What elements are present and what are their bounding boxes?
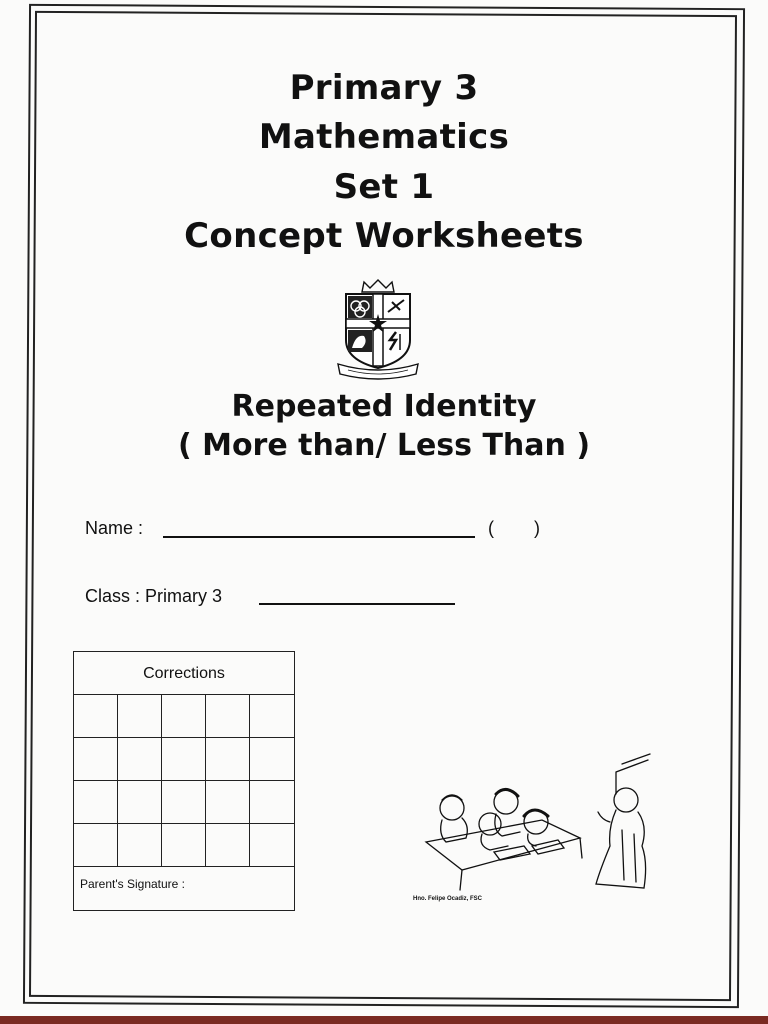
title-subject: Mathematics [258,117,510,157]
table-edge [0,1016,768,1024]
title-set: Set 1 [333,167,435,207]
corrections-cell[interactable] [250,695,294,738]
corrections-cell[interactable] [206,738,250,781]
corrections-cell[interactable] [74,738,118,781]
index-number-field[interactable]: ( ) [488,518,540,538]
corrections-cell[interactable] [118,695,162,738]
corrections-cell[interactable] [118,824,162,867]
corrections-cell[interactable] [74,781,118,824]
topic-title: Repeated Identity [231,389,537,424]
illustration-credit: Hno. Felipe Ocadiz, FSC [413,896,483,902]
corrections-cell[interactable] [250,781,294,824]
corrections-cell[interactable] [118,781,162,824]
corrections-cell[interactable] [162,738,206,781]
corrections-cell[interactable] [162,695,206,738]
school-crest-icon [334,276,422,380]
corrections-table [73,651,295,911]
class-label: Class : Primary 3 [85,586,223,606]
corrections-cell[interactable] [118,738,162,781]
title-grade: Primary 3 [289,68,479,108]
corrections-cell[interactable] [250,824,294,867]
class-field[interactable] [259,603,455,605]
name-label: Name : [85,518,144,538]
parent-signature-label: Parent's Signature : [80,877,186,891]
classroom-illustration [412,750,662,900]
name-field[interactable] [163,536,475,538]
corrections-cell[interactable] [162,781,206,824]
topic-subtitle: ( More than/ Less Than ) [177,428,591,463]
corrections-title: Corrections [74,652,294,695]
corrections-grid [74,695,294,867]
corrections-cell[interactable] [74,824,118,867]
corrections-cell[interactable] [206,824,250,867]
corrections-cell[interactable] [74,695,118,738]
corrections-cell[interactable] [250,738,294,781]
corrections-cell[interactable] [206,781,250,824]
title-worksheets: Concept Worksheets [184,216,584,256]
corrections-cell[interactable] [162,824,206,867]
corrections-cell[interactable] [206,695,250,738]
